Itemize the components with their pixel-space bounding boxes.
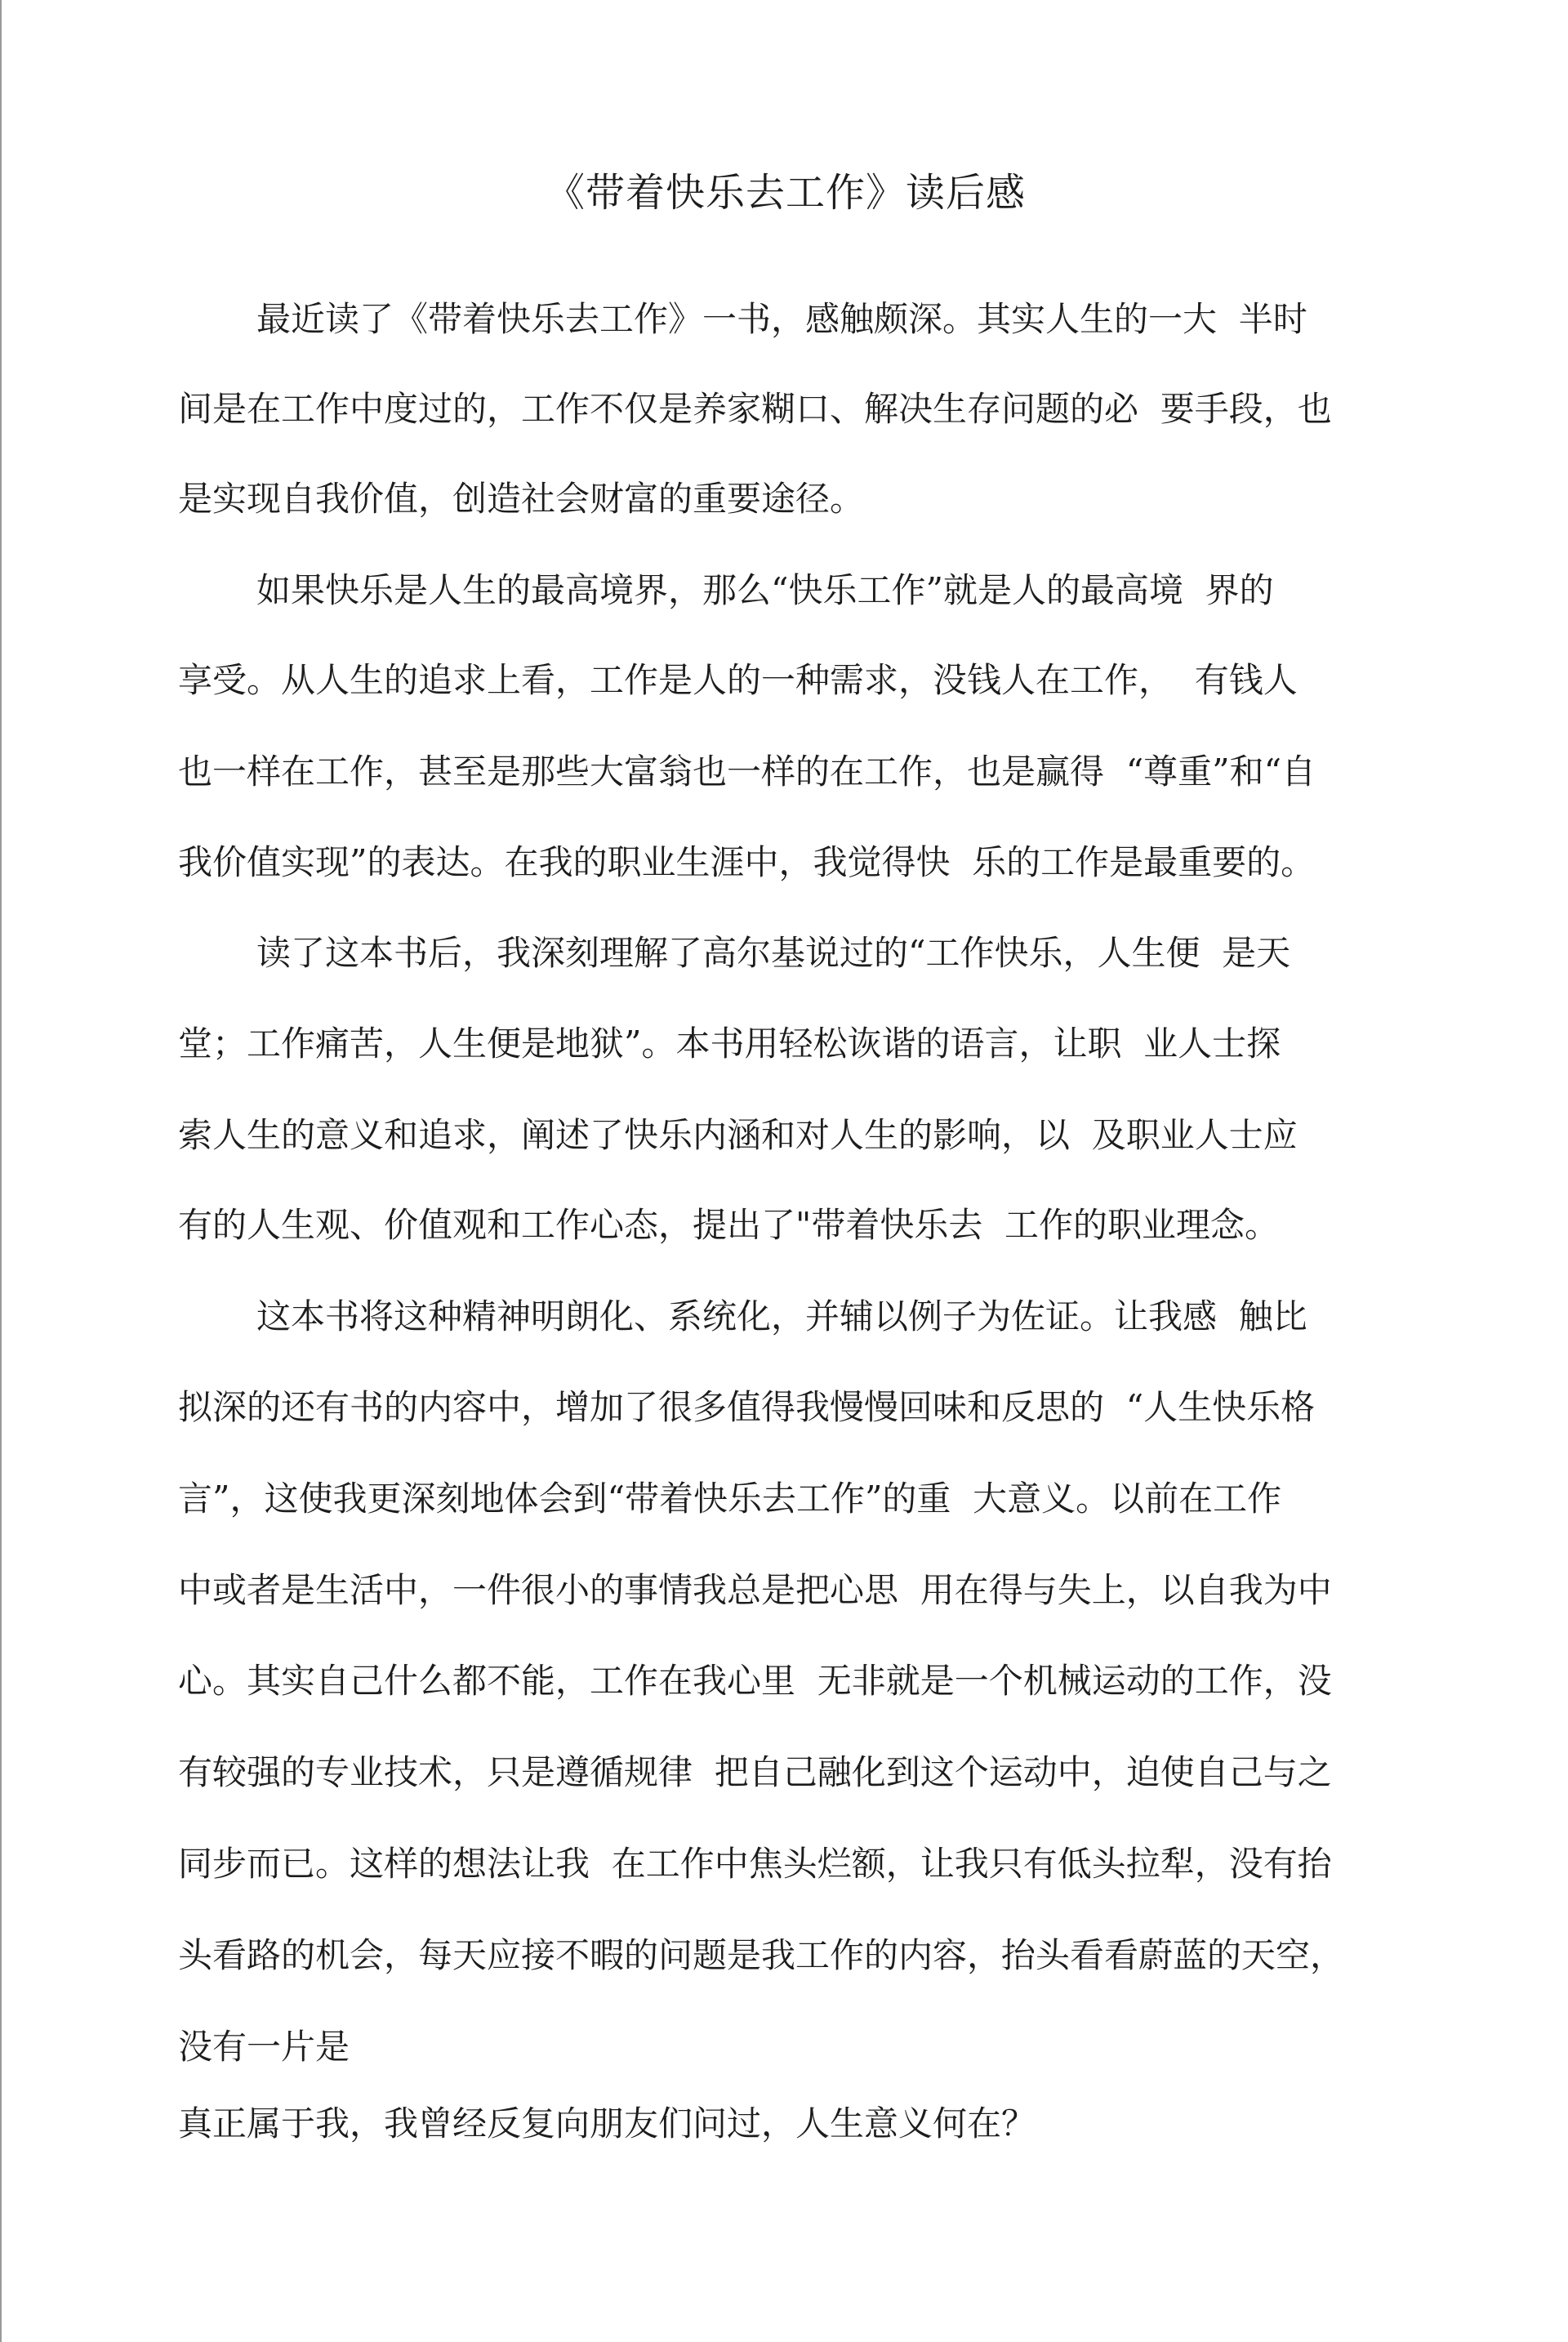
text-line: 头看路的机会，每天应接不暇的问题是我工作的内容，抬头看看蔚蓝的天空， — [178, 1935, 1345, 1975]
text-line: 同步而已。这样的想法让我 在工作中焦头烂额，让我只有低头拉犁，没有抬 — [178, 1844, 1332, 1884]
document-title: 《带着快乐去工作》读后感 — [545, 170, 1026, 216]
text-line: 是实现自我价值，创造社会财富的重要途径。 — [178, 479, 865, 519]
text-line: 没有一片是 — [178, 2027, 350, 2067]
text-line: 享受。从人生的追求上看，工作是人的一种需求，没钱人在工作， 有钱人 — [178, 660, 1298, 700]
text-line: 言”，这使我更深刻地体会到“带着快乐去工作”的重 大意义。以前在工作 — [178, 1479, 1282, 1519]
text-line: 有较强的专业技术，只是遵循规律 把自己融化到这个运动中，迫使自己与之 — [178, 1752, 1332, 1792]
text-line: 心。其实自己什么都不能，工作在我心里 无非就是一个机械运动的工作，没 — [178, 1661, 1332, 1701]
text-line: 如果快乐是人生的最高境界，那么“快乐工作”就是人的最高境 界的 — [256, 570, 1274, 610]
text-line: 真正属于我，我曾经反复向朋友们问过，人生意义何在？ — [178, 2103, 1036, 2143]
text-line: 最近读了《带着快乐去工作》一书，感触颇深。其实人生的一大 半时 — [256, 299, 1307, 339]
text-line: 这本书将这种精神明朗化、系统化，并辅以例子为佐证。让我感 触比 — [256, 1296, 1307, 1336]
text-line: 有的人生观、价值观和工作心态，提出了"带着快乐去 工作的职业理念。 — [178, 1205, 1280, 1245]
text-line: 中或者是生活中，一件很小的事情我总是把心思 用在得与失上，以自我为中 — [178, 1570, 1332, 1610]
text-line: 读了这本书后，我深刻理解了高尔基说过的“工作快乐，人生便 是天 — [256, 933, 1291, 973]
text-line: 堂；工作痛苦，人生便是地狱”。本书用轻松诙谐的语言，让职 业人士探 — [178, 1024, 1281, 1064]
text-line: 也一样在工作，甚至是那些大富翁也一样的在工作，也是赢得 “尊重”和“自 — [178, 752, 1316, 792]
text-line: 我价值实现”的表达。在我的职业生涯中，我觉得快 乐的工作是最重要的。 — [178, 842, 1316, 882]
text-line: 拟深的还有书的内容中，增加了很多值得我慢慢回味和反思的 “人生快乐格 — [178, 1387, 1316, 1427]
text-line: 索人生的意义和追求，阐述了快乐内涵和对人生的影响，以 及职业人士应 — [178, 1115, 1298, 1155]
text-line: 间是在工作中度过的，工作不仅是养家糊口、解决生存问题的必 要手段，也 — [178, 389, 1332, 429]
